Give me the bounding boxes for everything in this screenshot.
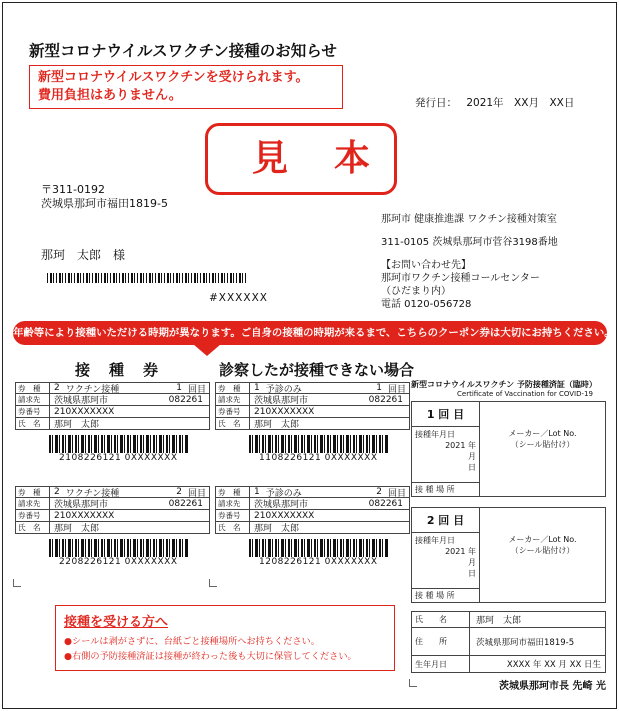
- kind-name: ワクチン接種: [65, 488, 120, 499]
- place-label: 接 種 場 所: [412, 482, 479, 496]
- kind-label: 券 種: [216, 487, 250, 497]
- recipient-postal: 〒311-0192: [41, 183, 105, 196]
- name-label: 氏 名: [216, 418, 250, 429]
- name-label: 氏 名: [16, 522, 50, 533]
- coupon-dose1-screening: [215, 382, 410, 463]
- round-label: 回目: [387, 488, 406, 499]
- maker-label: メーカー／Lot No.: [508, 429, 577, 438]
- instructions-line-2: ●右側の予防接種済証は接種が終わった後も大切に保管してください。: [64, 651, 357, 662]
- maker-label: メーカー／Lot No.: [508, 535, 577, 544]
- date-label: 接種年月日: [415, 536, 455, 545]
- sender-address: 311-0105 茨城県那珂市菅谷3198番地: [381, 237, 558, 248]
- billing-city: 茨城県那珂市: [54, 396, 109, 406]
- barcode-number: 2108226121 0XXXXXXX: [59, 453, 178, 463]
- billing-city: 茨城県那珂市: [254, 396, 309, 406]
- billing-city: 茨城県那珂市: [54, 500, 109, 510]
- barcode-number: 1208226121 0XXXXXXX: [259, 557, 378, 567]
- date-day: 日: [468, 463, 476, 472]
- coupon-name: 那珂 太郎: [54, 524, 100, 534]
- coupon-dose2-screening: [215, 486, 410, 567]
- holder-info: [411, 611, 606, 673]
- coupon-dose2-vaccine: [15, 486, 210, 567]
- billing-label: 請求先: [16, 498, 50, 509]
- round-no: 1: [376, 383, 382, 393]
- ticket-no: 210XXXXXXX: [254, 510, 315, 521]
- round-label: 回目: [387, 384, 406, 395]
- kind-no: 1: [254, 487, 260, 497]
- date-label: 接種年月日: [415, 430, 455, 439]
- coupon-barcode: [249, 435, 389, 453]
- holder-name: 那珂 太郎: [476, 616, 522, 626]
- vaccination-certificate: [411, 379, 606, 692]
- birth-label: 生年月日: [412, 656, 470, 672]
- coupon-name: 那珂 太郎: [254, 524, 300, 534]
- instructions-line-1: ●シールは剥がさずに、台紙ごと接種場所へお持ちください。: [64, 636, 320, 647]
- kind-no: 2: [54, 383, 60, 393]
- document-title: 新型コロナウイルスワクチン接種のお知らせ: [29, 42, 337, 60]
- dose1-record: [411, 401, 606, 497]
- billing-city: 茨城県那珂市: [254, 500, 309, 510]
- ticket-no-label: 券番号: [16, 510, 50, 521]
- dose2-label: 2 回 目: [412, 508, 479, 533]
- barcode-number: 2208226121 0XXXXXXX: [59, 557, 178, 567]
- kind-label: 券 種: [16, 487, 50, 497]
- kind-name: ワクチン接種: [65, 384, 120, 395]
- date-month: 月: [468, 452, 476, 461]
- ticket-no: 210XXXXXXX: [254, 406, 315, 417]
- name-label: 氏 名: [16, 418, 50, 429]
- round-no: 2: [176, 487, 182, 497]
- recipient-id-code: #XXXXXX: [209, 292, 268, 304]
- issue-date: 発行日： 2021年 XX月 XX日: [415, 97, 575, 109]
- date-month: 月: [468, 558, 476, 567]
- coupon-name: 那珂 太郎: [254, 420, 300, 430]
- recipient-block: [41, 183, 168, 211]
- ticket-no-label: 券番号: [216, 406, 250, 417]
- city-code: 082261: [168, 394, 203, 405]
- billing-label: 請求先: [16, 394, 50, 405]
- city-code: 082261: [368, 498, 403, 509]
- holder-name-label: 氏 名: [412, 612, 470, 627]
- round-label: 回目: [187, 488, 206, 499]
- coupon-barcode: [49, 435, 189, 453]
- dose1-label: 1 回 目: [412, 402, 479, 427]
- round-label: 回目: [187, 384, 206, 395]
- kind-name: 予診のみ: [265, 384, 302, 395]
- barcode-number: 1108226121 0XXXXXXX: [259, 453, 378, 463]
- ticket-no-label: 券番号: [216, 510, 250, 521]
- certificate-title: 新型コロナウイルスワクチン 予防接種済証（臨時）: [411, 380, 597, 389]
- customer-barcode: [47, 273, 247, 283]
- maker-note: （シール貼付け）: [510, 546, 575, 555]
- eligibility-notice-box: [29, 65, 343, 109]
- date-year: 2021 年: [445, 547, 476, 556]
- billing-label: 請求先: [216, 394, 250, 405]
- recipient-name: 那珂 太郎 様: [41, 248, 126, 262]
- kind-no: 2: [54, 487, 60, 497]
- birth-date: XXXX 年 XX 月 XX 日生: [506, 660, 601, 670]
- round-no: 1: [176, 383, 182, 393]
- notice-document: [2, 2, 617, 709]
- ticket-no: 210XXXXXXX: [54, 406, 115, 417]
- notice-line-2: 費用負担はありません。: [38, 88, 182, 103]
- place-label: 接 種 場 所: [412, 588, 479, 602]
- maker-note: （シール貼付け）: [510, 440, 575, 449]
- coupon-barcode: [49, 539, 189, 557]
- round-no: 2: [376, 487, 382, 497]
- ticket-no: 210XXXXXXX: [54, 510, 115, 521]
- ticket-no-label: 券番号: [16, 406, 50, 417]
- instructions-box: [55, 605, 395, 671]
- city-code: 082261: [368, 394, 403, 405]
- coupon-barcode: [249, 539, 389, 557]
- instructions-title: 接種を受ける方へ: [64, 615, 169, 630]
- sample-stamp: 見本: [205, 123, 397, 195]
- dose2-record: [411, 507, 606, 603]
- sender-block: [381, 213, 558, 311]
- timing-banner: 年齢等により接種いただける時期が異なります。ご自身の接種の時期が来るまで、こちらのクーポン券は大切にお持ちください。: [13, 321, 607, 345]
- certificate-subtitle: Certificate of Vaccination for COVID-19: [457, 390, 593, 398]
- cut-mark: [13, 579, 21, 587]
- no-vax-section-title: 診察したが接種できない場合: [219, 361, 415, 379]
- cut-mark: [209, 579, 217, 587]
- holder-address-label: 住 所: [412, 628, 470, 655]
- issuer: 茨城県那珂市長 先崎 光: [499, 681, 606, 692]
- call-center-name: 那珂市ワクチン接種コールセンター: [381, 273, 540, 284]
- holder-address: 茨城県那珂市福田1819-5: [476, 637, 575, 648]
- recipient-address: 茨城県那珂市福田1819-5: [41, 197, 168, 210]
- kind-no: 1: [254, 383, 260, 393]
- sender-dept: 那珂市 健康推進課 ワクチン接種対策室: [381, 214, 557, 225]
- city-code: 082261: [168, 498, 203, 509]
- date-day: 日: [468, 569, 476, 578]
- contact-phone: 電話 0120-056728: [381, 299, 472, 310]
- notice-line-1: 新型コロナウイルスワクチンを受けられます。: [38, 70, 309, 85]
- name-label: 氏 名: [216, 522, 250, 533]
- contact-label: 【お問い合わせ先】: [381, 260, 471, 271]
- coupon-section-title: 接 種 券: [75, 361, 161, 379]
- coupon-dose1-vaccine: [15, 382, 210, 463]
- down-arrow-icon: [193, 344, 221, 356]
- date-year: 2021 年: [445, 441, 476, 450]
- call-center-nickname: （ひだまり内）: [381, 286, 451, 297]
- kind-label: 券 種: [16, 383, 50, 393]
- kind-name: 予診のみ: [265, 488, 302, 499]
- kind-label: 券 種: [216, 383, 250, 393]
- billing-label: 請求先: [216, 498, 250, 509]
- coupon-name: 那珂 太郎: [54, 420, 100, 430]
